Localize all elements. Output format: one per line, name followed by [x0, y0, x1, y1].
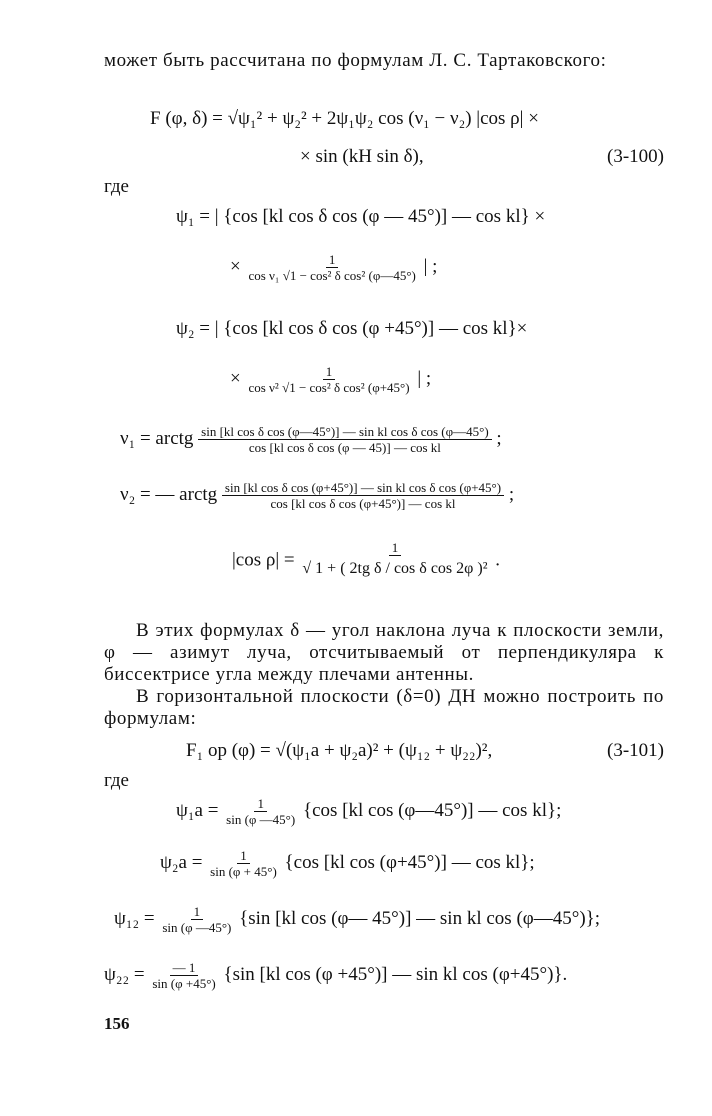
where-label: где — [104, 176, 129, 197]
psi1a-rhs: {cos [kl cos (φ—45°)] — cos kl}; — [302, 799, 562, 821]
multiply-sign: × — [230, 367, 241, 389]
nu2-fraction — [222, 480, 504, 511]
nu1-end: ; — [496, 427, 502, 449]
psi12-fraction — [159, 904, 234, 935]
nu1-fraction — [198, 424, 492, 455]
fraction-denominator: sin (φ —45°) — [226, 812, 296, 827]
psi22-rhs: {sin [kl cos (φ +45°)] — sin kl cos (φ+45°)}. — [223, 963, 568, 985]
psi12-formula — [114, 904, 600, 935]
cos-rho-fraction — [299, 540, 490, 582]
psi2a-rhs: {cos [kl cos (φ+45°)] — cos kl}; — [284, 851, 535, 873]
abs-close: | ; — [417, 367, 432, 389]
intro-paragraph: может быть рассчитана по формулам Л. С. Тартаковского: — [104, 50, 607, 71]
fraction-numerator: 1 — [191, 904, 204, 920]
psi1a-fraction — [223, 796, 298, 827]
nu2-end: ; — [508, 483, 515, 505]
fraction-numerator: sin [kl cos δ cos (φ—45°)] — sin kl cos δ cos (φ—45°) — [198, 424, 492, 440]
cos-rho-end: . — [495, 549, 501, 571]
equation-number-3-101: (3-101) — [607, 740, 664, 761]
fraction-denominator: sin (φ + 45°) — [210, 864, 277, 879]
psi1a-formula — [176, 796, 561, 827]
equation-number-3-100: (3-100) — [607, 146, 664, 167]
equation-3-100-line2: × sin (kH sin δ), — [300, 146, 424, 167]
fraction-numerator: — 1 — [170, 960, 199, 976]
page-number: 156 — [104, 1014, 130, 1033]
psi1-formula-line2 — [230, 252, 437, 283]
nu1-lhs: ν₁ = arctg — [120, 427, 194, 449]
cos-rho-formula — [232, 540, 500, 582]
fraction-denominator: sin (φ +45°) — [152, 976, 216, 991]
psi22-formula — [104, 960, 567, 991]
psi1-fraction — [245, 252, 418, 283]
fraction-numerator: 1 — [323, 364, 336, 380]
definitions-paragraph: В этих формулах δ — угол наклона луча к плоскости земли, φ — азимут луча, отсчитываемый от перпендикуляра к биссектрисе угла между плечами антенны. — [104, 620, 664, 685]
psi22-lhs: ψ₂₂ = — [104, 963, 145, 985]
cos-rho-lhs: |cos ρ| = — [232, 549, 295, 571]
equation-3-100-line1: F (φ, δ) = √ψ₁² + ψ₂² + 2ψ₁ψ₂ cos (ν₁ − ν₂) |cos ρ| × — [150, 108, 539, 129]
fraction-numerator: sin [kl cos δ cos (φ+45°)] — sin kl cos δ cos (φ+45°) — [222, 480, 504, 496]
psi1-formula-line1: ψ₁ = | {cos [kl cos δ cos (φ — 45°)] — cos kl} × — [176, 206, 546, 227]
psi2-formula-line1: ψ₂ = | {cos [kl cos δ cos (φ +45°)] — cos kl}× — [176, 318, 528, 339]
psi2a-fraction — [207, 848, 280, 879]
psi22-fraction — [149, 960, 218, 991]
nu2-formula — [120, 480, 514, 511]
nu1-formula — [120, 424, 502, 455]
fraction-numerator: 1 — [254, 796, 267, 812]
psi12-lhs: ψ₁₂ = — [114, 907, 155, 929]
psi2-formula-line2 — [230, 364, 431, 395]
fraction-denominator: cos [kl cos δ cos (φ+45°)] — cos kl — [270, 496, 456, 511]
fraction-denominator: cos ν² √1 − cos² δ cos² (φ+45°) — [248, 380, 410, 395]
fraction-denominator: cos [kl cos δ cos (φ — 45)] — cos kl — [248, 440, 441, 455]
fraction-numerator: 1 — [326, 252, 339, 268]
fraction-denominator: cos ν₁ √1 − cos² δ cos² (φ—45°) — [248, 268, 416, 283]
psi12-rhs: {sin [kl cos (φ— 45°)] — sin kl cos (φ—45°)}; — [239, 907, 601, 929]
psi2-fraction — [245, 364, 412, 395]
multiply-sign: × — [230, 255, 241, 277]
fraction-denominator: √ 1 + ( 2tg δ / cos δ cos 2φ )² — [302, 560, 488, 577]
where-label-2: где — [104, 770, 129, 791]
fraction-numerator: 1 — [237, 848, 250, 864]
horizontal-plane-paragraph: В горизонтальной плоскости (δ=0) ДН можно построить по формулам: — [104, 686, 664, 729]
psi2a-formula — [160, 848, 535, 879]
abs-close: | ; — [423, 255, 438, 277]
fraction-numerator: 1 — [389, 540, 402, 556]
fraction-denominator: sin (φ —45°) — [162, 920, 232, 935]
psi1a-lhs: ψ₁а = — [176, 799, 219, 821]
equation-3-101: F₁ ор (φ) = √(ψ₁а + ψ₂а)² + (ψ₁₂ + ψ₂₂)², — [186, 740, 493, 761]
nu2-lhs: ν₂ = — arctg — [120, 483, 218, 505]
psi2a-lhs: ψ₂а = — [160, 851, 203, 873]
